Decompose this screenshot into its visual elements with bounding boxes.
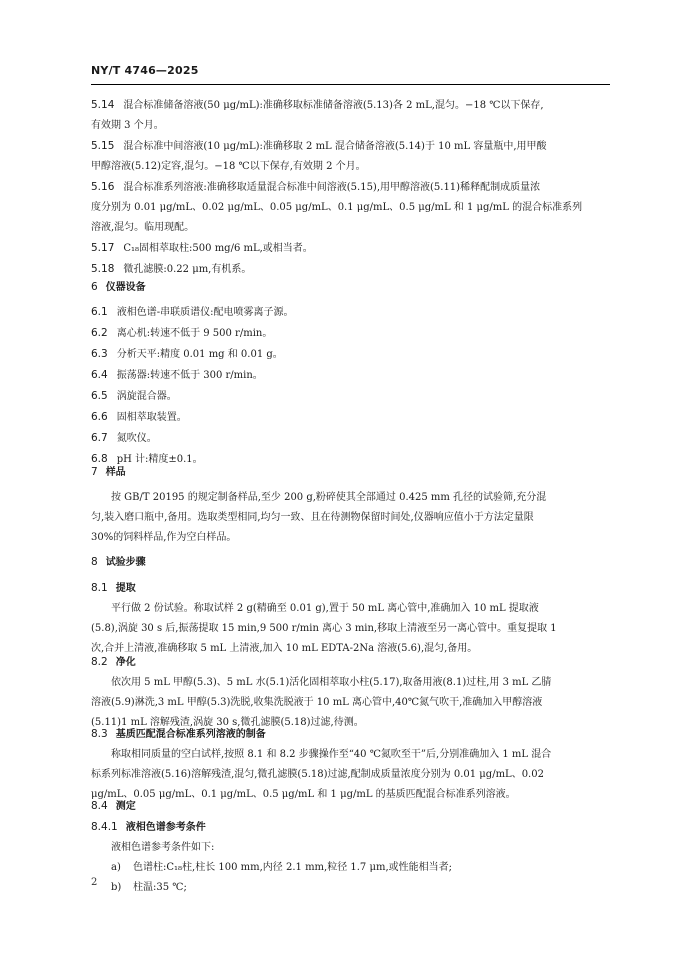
equipment-list <box>91 302 610 470</box>
item-number: 6.1 <box>91 306 108 318</box>
section-8 <box>91 552 610 573</box>
subsection-heading <box>91 652 610 673</box>
section-title: 仪器设备 <box>105 282 146 293</box>
item-number: 5.16 <box>91 181 115 193</box>
header-rule <box>91 84 610 85</box>
subsection-8-1 <box>91 578 610 659</box>
item-text: 混合标准储备溶液(50 μg/mL):准确移取标准储备溶液(5.13)各 2 mL,混匀。−18 ℃以下保存, <box>123 100 544 111</box>
item-text: 微孔滤膜:0.22 μm,有机系。 <box>123 264 252 275</box>
paragraph-line: 30%的饲料样品,作为空白样品。 <box>91 532 237 543</box>
subsection-number: 8.4 <box>91 800 108 812</box>
paragraph-line: 称取相同质量的空白试样,按照 8.1 和 8.2 步骤操作至“40 ℃氮吹至干”后,分别准确加入 1 mL 混合 <box>111 749 552 760</box>
section-number: 7 <box>91 466 98 478</box>
paragraph-line: 溶液(5.9)淋洗,3 mL 甲醇(5.3)洗脱,收集洗脱液于 10 mL 离心管中,40℃氮气吹干,准确加入甲醇溶液 <box>91 697 543 708</box>
sub-item-a <box>91 858 610 878</box>
item-text: 混合标准系列溶液:准确移取适量混合标准中间溶液(5.15),用甲醇溶液(5.11)稀释配制成质量浓 <box>123 182 541 193</box>
subsection-8-4 <box>91 796 610 898</box>
paragraph-line: 依次用 5 mL 甲醇(5.3)、5 mL 水(5.1)活化固相萃取小柱(5.17),取备用液(8.1)过柱,用 3 mL 乙腈 <box>111 677 552 688</box>
item-number: 6.7 <box>91 432 108 444</box>
subsection-number: 8.2 <box>91 656 108 668</box>
item-number: 6.8 <box>91 453 108 465</box>
item-text: pH 计:精度±0.1。 <box>116 454 203 465</box>
paragraph-line: (5.8),涡旋 30 s 后,振荡提取 15 min,9 500 r/min 离心 3 min,移取上清液至另一离心管中。重复提取 1 <box>91 623 557 634</box>
subsection-number: 8.4.1 <box>91 821 118 833</box>
item-text: 离心机:转速不低于 9 500 r/min。 <box>116 328 273 339</box>
list-item-6-2 <box>91 323 610 344</box>
paragraph-line: 次,合并上清液,准确移取 5 mL 上清液,加入 10 mL EDTA-2Na 溶液(5.6),混匀,备用。 <box>91 643 478 654</box>
subsection-8-2 <box>91 652 610 733</box>
section-heading <box>91 277 610 298</box>
subsection-number: 8.3 <box>91 728 108 740</box>
item-text: 涡旋混合器。 <box>116 391 177 402</box>
item-text: 分析天平:精度 0.01 mg 和 0.01 g。 <box>116 349 283 360</box>
item-text: 混合标准中间溶液(10 μg/mL):准确移取 2 mL 混合储备溶液(5.14)于 10 mL 容量瓶中,用甲酸 <box>123 141 547 152</box>
section-heading <box>91 552 610 573</box>
sub-item-label: b) <box>111 882 122 893</box>
paragraph-line: 液相色谱参考条件如下: <box>111 842 215 853</box>
item-number: 5.15 <box>91 140 115 152</box>
sub-item-text: 柱温:35 ℃; <box>133 882 187 893</box>
item-number: 5.14 <box>91 99 115 111</box>
subsection-title: 基质匹配混合标准系列溶液的制备 <box>115 729 266 740</box>
section-6 <box>91 277 610 298</box>
list-item-6-4 <box>91 365 610 386</box>
item-text-cont: 有效期 3 个月。 <box>91 120 164 131</box>
subsection-title: 净化 <box>115 657 136 668</box>
list-item-6-6 <box>91 407 610 428</box>
list-item-6-3 <box>91 344 610 365</box>
section-title: 试验步骤 <box>105 557 146 568</box>
sub-item-text: 色谱柱:C₁₈柱,柱长 100 mm,内径 2.1 mm,粒径 1.7 μm,或性能相当者; <box>133 862 452 873</box>
subsection-heading <box>91 724 610 745</box>
paragraph-line: 标系列标准溶液(5.16)溶解残渣,混匀,微孔滤膜(5.18)过滤,配制成质量浓度分别为 0.01 μg/mL、0.02 <box>91 769 544 780</box>
item-text: C₁₈固相萃取柱:500 mg/6 mL,或相当者。 <box>123 243 313 254</box>
item-text: 液相色谱-串联质谱仪:配电喷雾离子源。 <box>116 307 294 318</box>
subsection-8-3 <box>91 724 610 805</box>
paragraph-line: 按 GB/T 20195 的规定制备样品,至少 200 g,粉碎使其全部通过 0.425 mm 孔径的试验筛,充分混 <box>111 492 547 503</box>
list-item-5-16 <box>91 177 610 238</box>
reagent-items <box>91 95 610 280</box>
paragraph-line: 匀,装入磨口瓶中,备用。选取类型相同,均匀一致、且在待测物保留时间处,仪器响应值小于方法定量限 <box>91 512 534 523</box>
sub-item-label: a) <box>111 862 121 873</box>
list-item-6-5 <box>91 386 610 407</box>
subsection-heading <box>91 796 610 817</box>
section-title: 样品 <box>105 467 126 478</box>
sample-paragraph <box>91 488 610 548</box>
paragraph-line: (5.11)1 mL 溶解残渣,涡旋 30 s,微孔滤膜(5.18)过滤,待测。 <box>91 717 364 728</box>
item-text: 振荡器:转速不低于 300 r/min。 <box>116 370 263 381</box>
item-number: 6.4 <box>91 369 108 381</box>
item-text: 固相萃取装置。 <box>116 412 187 423</box>
list-item-6-1 <box>91 302 610 323</box>
subsection-title: 液相色谱参考条件 <box>125 822 206 833</box>
item-text-cont: 甲醇溶液(5.12)定容,混匀。−18 ℃以下保存,有效期 2 个月。 <box>91 161 366 172</box>
section-number: 8 <box>91 556 98 568</box>
paragraph-line: 平行做 2 份试验。称取试样 2 g(精确至 0.01 g),置于 50 mL 离心管中,准确加入 10 mL 提取液 <box>111 603 539 614</box>
document-code: NY/T 4746—2025 <box>91 64 199 77</box>
item-text-cont: 溶液,混匀。临用现配。 <box>91 222 195 233</box>
item-number: 6.3 <box>91 348 108 360</box>
subsection-number: 8.1 <box>91 582 108 594</box>
paragraph-line: μg/mL、0.05 μg/mL、0.1 μg/mL、0.5 μg/mL 和 1 μg/mL 的基质匹配混合标准系列溶液。 <box>91 789 516 800</box>
list-item-5-15 <box>91 136 610 177</box>
item-number: 6.5 <box>91 390 108 402</box>
sub-item-b <box>91 878 610 898</box>
section-heading <box>91 462 610 483</box>
item-number: 5.18 <box>91 263 115 275</box>
subsection-heading <box>91 578 610 599</box>
item-text: 氮吹仪。 <box>116 433 157 444</box>
item-number: 5.17 <box>91 242 115 254</box>
list-item-5-17 <box>91 238 610 259</box>
item-text-cont: 度分别为 0.01 μg/mL、0.02 μg/mL、0.05 μg/mL、0.1 μg/mL、0.5 μg/mL 和 1 μg/mL 的混合标准系列 <box>91 202 583 213</box>
section-number: 6 <box>91 281 98 293</box>
item-number: 6.2 <box>91 327 108 339</box>
subsection-heading-8-4-1 <box>91 817 610 838</box>
section-7 <box>91 462 610 483</box>
item-number: 6.6 <box>91 411 108 423</box>
subsection-title: 提取 <box>115 583 136 594</box>
list-item-5-14 <box>91 95 610 136</box>
list-item-6-7 <box>91 428 610 449</box>
subsection-title: 测定 <box>115 801 136 812</box>
page-number: 2 <box>91 877 98 888</box>
